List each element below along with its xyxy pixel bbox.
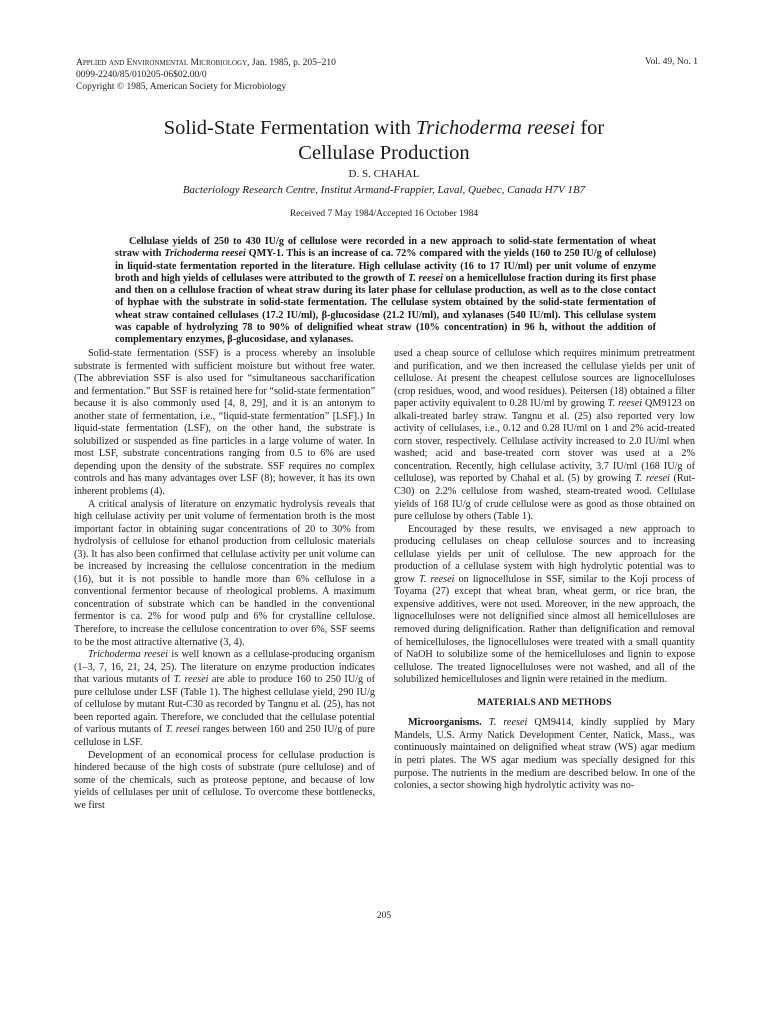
organism-name: T. reesei bbox=[165, 724, 200, 736]
body-paragraph bbox=[394, 348, 695, 524]
abstract-text: on a hemicellulose fraction during its first phase and then on a cellulose fraction of wheat straw during its later phase for cellulase production, as well as to the close contact of hyphae with the substrate in solid-state fermentation. The cellulase system obtained by the solid-state fermentation of wheat straw contained cellulases (17.2 IU/ml), β-glucosidase (21.2 IU/ml), and xylanases (540 IU/ml). This cellulase system was capable of hydrolyzing 78 to 90% of delignified wheat straw (10% concentration) in 96 h, without the addition of complementary enzymes, β-glucosidase, and xylanases. bbox=[115, 272, 656, 345]
run-in-heading: Microorganisms. bbox=[408, 717, 482, 729]
title-organism: Trichoderma reesei bbox=[415, 117, 576, 139]
body-paragraph: Development of an economical process for cellulase production is hindered because of the high costs of substrate (pure cellulose) and of some of the chemicals, such as proteose peptone, and because of low yields of cellulases per unit of cellulose. To overcome these bottlenecks, we first bbox=[74, 749, 375, 811]
running-header bbox=[76, 57, 336, 93]
author-name: D. S. CHAHAL bbox=[348, 168, 420, 180]
body-paragraph bbox=[394, 524, 695, 687]
body-text: used a cheap source of cellulose which requires minimum pretreatment and purification, and we then increased the cellulase yields per unit of cellulose. At present the cheapest cellulose sources are lignocelluloses (crop residues, wood, and wood residues). Peitersen (18) obtained a filter paper activity equivalent to 0.28 IU/ml by growing bbox=[394, 348, 695, 410]
article-code: 0099-2240/85/010205-06$02.00/0 bbox=[76, 70, 207, 80]
abstract bbox=[115, 236, 656, 346]
organism-name: T. reesei bbox=[173, 674, 209, 686]
organism-name: Trichoderma reesei bbox=[88, 649, 168, 661]
title-line-2: Cellulase Production bbox=[298, 142, 470, 164]
body-text: Encouraged by these results, we envisaged a new approach to producing cellulases on cheap cellulose sources and to increasing cellulase yields per unit of cellulose. The new approach for the production of a cellulase system with high hydrolytic potential was to grow bbox=[394, 523, 695, 585]
body-text: (Rut-C30) on 2.2% cellulose from washed, steam-treated wood. Cellulase yields of 168 IU/g of crude cellulose were as good as those obtained on pure cellulose by others (Table 1). bbox=[394, 473, 696, 523]
left-column bbox=[74, 348, 375, 812]
body-paragraph: A critical analysis of literature on enzymatic hydrolysis reveals that high cellulase activity per unit volume of fermentation broth is the most important factor in obtaining sugar concentrations of 20 to 30% from hydrolysis of cellulose for ethanol production from cellulosic materials (3). It has also been confirmed that cellulase activity per unit volume can be increased by increasing the cellulose concentration in the medium (16), but it is not possible to handle more than 6% cellulose in a conventional fermentor because of rheological problems. A maximum concentration of substrate which can be handled in the conventional fermentor is ca. 2% for wood pulp and 6% for crystalline cellulose. Therefore, to increase the cellulose concentration to over 6%, SSF seems to be the most attractive alternative (3, 4). bbox=[74, 498, 375, 648]
article-title bbox=[60, 116, 708, 166]
abstract-organism: Trichoderma reesei bbox=[164, 248, 246, 260]
body-paragraph bbox=[394, 717, 695, 792]
journal-name: Applied and Environmental Microbiology bbox=[76, 58, 248, 68]
title-text: Solid-State Fermentation with bbox=[163, 117, 416, 139]
copyright-notice: Copyright © 1985, American Society for Microbiology bbox=[76, 82, 287, 92]
volume-issue: Vol. 49, No. 1 bbox=[644, 57, 698, 67]
body-text bbox=[482, 717, 489, 728]
body-text: are able to produce 160 to 250 IU/g of pure cellulose under LSF (Table 1). The highest cellulase yield, 290 IU/g of cellulose by mutant Rut-C30 as recorded by Tangnu et al. (25), has not been reported again. Therefore, we concluded that the cellulase potential of various mutants of bbox=[74, 674, 376, 736]
section-heading: MATERIALS AND METHODS bbox=[477, 697, 612, 708]
body-text: ranges between 160 and 250 IU/g of pure cellulose in LSF. bbox=[74, 724, 376, 748]
abstract-text: QMY-1. This is an increase of ca. 72% compared with the yields (160 to 250 IU/g of cellulose) in liquid-state fermentation reported in the literature. High cellulase activity (16 to 17 IU/ml) per unit volume of enzyme broth and high yields of cellulases were attributed to the growth of bbox=[115, 248, 656, 284]
author-affiliation: Bacteriology Research Centre, Institut Armand-Frappier, Laval, Quebec, Canada H7V 1B7 bbox=[182, 184, 586, 196]
abstract-text: Cellulase yields of 250 to 430 IU/g of cellulose were recorded in a new approach to solid-state fermentation of wheat straw with bbox=[115, 236, 656, 260]
journal-citation: , Jan. 1985, p. 205–210 bbox=[247, 58, 336, 68]
body-text: QM9123 on alkali-treated barley straw. Tangnu et al. (25) also reported very low activity of cellulases, i.e., 0.12 and 0.28 IU/ml on 1 and 2% acid-treated corn stover, respectively. Cellulase activity increased to 2.0 IU/ml when washed; acid and base-treated corn stover was used at a 2% concentration. Recently, high cellulase activity, 3.7 IU/ml (168 IU/g of cellulose), was reported by Chahal et al. (5) by growing bbox=[394, 398, 695, 485]
title-text-end: for bbox=[575, 117, 605, 139]
organism-name: T. reesei bbox=[488, 717, 528, 729]
body-text: QM9414, kindly supplied by Mary Mandels, U.S. Army Natick Development Center, Natick, Mass., was continuously maintained on delignified wheat straw (WS) agar medium in petri plates. The WS agar medium was specially designed for this purpose. The nutrients in the medium are described below. In one of the colonies, a sector showing high hydrolytic activity was no- bbox=[394, 717, 695, 792]
journal-citation-line bbox=[76, 57, 336, 69]
abstract-paragraph bbox=[115, 236, 656, 346]
organism-name: T. reesei bbox=[607, 398, 643, 410]
received-dates: Received 7 May 1984/Accepted 16 October 1984 bbox=[289, 209, 479, 219]
body-text: on lignocellulose in SSF, similar to the Koji process of Toyama (27) except that wheat bran, wheat germ, or rice bran, the expensive additives, were not used. Moreover, in the new approach, the lignocelluloses were not delignified since almost all hemicelluloses are removed during delignification. Rather than delignification and removal of hemicelluloses, the lignocelluloses were treated with a small quantity of NaOH to solubilize some of the hemicelluloses and lignin to expose cellulose. The treated lignocelluloses were not washed, and all of the solubilized hemicelluloses and lignin were retained in the medium. bbox=[394, 573, 696, 686]
body-text: is well known as a cellulase-producing organism (1–3, 7, 16, 21, 24, 25). The literature on enzyme production indicates that various mutants of bbox=[74, 649, 375, 686]
organism-name: T. reesei bbox=[419, 573, 455, 585]
organism-name: T. reesei bbox=[634, 473, 670, 485]
body-paragraph bbox=[74, 649, 375, 749]
right-column bbox=[394, 348, 695, 793]
abstract-organism: T. reesei bbox=[408, 272, 443, 284]
page-number: 205 bbox=[376, 911, 392, 921]
body-paragraph: Solid-state fermentation (SSF) is a process whereby an insoluble substrate is fermented with sufficient moisture but without free water. (The abbreviation SSF is also used for “simultaneous saccharification and fermentation.” But SSF is retained here for “solid-state fermentation” because it is also commonly used [4, 8, 29], and it is an antonym to another state of fermentation, i.e., “liquid-state fermentation” [LSF].) In liquid-state fermentation (LSF), on the other hand, the substrate is solubilized or suspended as fine particles in a large volume of water. In most LSF, substrate concentrations ranging from 0.5 to 6% are used depending upon the density of the substrate. SSF requires no complex controls and has many advantages over LSF (8); however, it has its own inherent problems (4). bbox=[74, 348, 375, 498]
